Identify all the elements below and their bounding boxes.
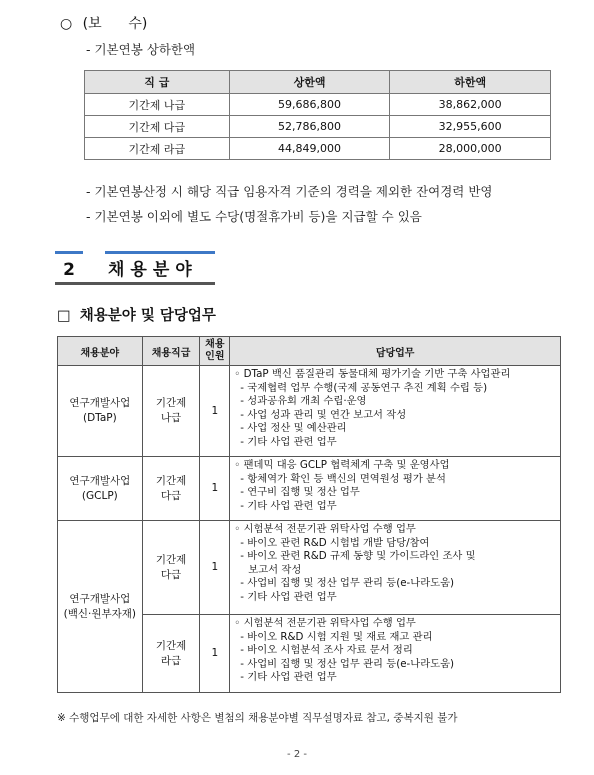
min-cell: 38,862,000 (390, 94, 551, 116)
pay-sub-label: - 기본연봉 상하한액 (86, 42, 196, 57)
col-header: 채용분야 (58, 337, 143, 366)
count-cell: 1 (200, 615, 230, 693)
section-accent-bar (105, 251, 215, 254)
col-header: 담당업무 (230, 337, 561, 366)
count-cell: 1 (200, 366, 230, 457)
field-cell: 연구개발사업 (백신·원부자재) (58, 521, 143, 693)
duty-line: - 바이오 관련 R&D 규제 동향 및 가이드라인 조사 및 (240, 550, 476, 563)
duty-line: 보고서 작성 (248, 563, 302, 576)
pay-note: - 기본연봉산정 시 해당 직급 임용자격 기준의 경력을 제외한 잔여경력 반영 (86, 184, 493, 199)
min-cell: 32,955,600 (390, 116, 551, 138)
table-row (85, 138, 551, 160)
checkbox-square-icon: □ (57, 308, 71, 324)
pay-heading (60, 13, 147, 33)
table-row (85, 94, 551, 116)
count-cell: 1 (200, 521, 230, 615)
duty-cell (230, 366, 561, 457)
col-header: 상한액 (229, 71, 390, 94)
duty-line: - 바이오 시험분석 조사 자료 문서 정리 (240, 644, 413, 657)
table-row (58, 366, 561, 457)
max-cell: 44,849,000 (229, 138, 390, 160)
duty-line: - 기타 사업 관련 업무 (240, 435, 337, 448)
table-row (58, 521, 561, 615)
job-table (57, 336, 561, 693)
max-cell: 52,786,800 (229, 116, 390, 138)
table-row (58, 457, 561, 521)
duty-line: - 국제협력 업무 수행(국제 공동연구 추진 계획 수립 등) (240, 381, 488, 394)
field-cell: 연구개발사업 (DTaP) (58, 366, 143, 457)
grade-cell: 기간제 다급 (85, 116, 230, 138)
circle-bullet-icon: ○ (60, 16, 73, 32)
field-cell: 연구개발사업 (GCLP) (58, 457, 143, 521)
duty-line: ◦ 팬데믹 대응 GCLP 협력체계 구축 및 운영사업 (234, 459, 450, 471)
duty-line: ◦ 시험분석 전문기관 위탁사업 수행 업무 (234, 617, 416, 629)
grade-cell: 기간제 다급 (142, 521, 200, 615)
duty-line: - 항체역가 확인 등 백신의 면역원성 평가 분석 (240, 472, 446, 485)
pay-note: - 기본연봉 이외에 별도 수당(명절휴가비 등)을 지급할 수 있음 (86, 209, 422, 224)
duty-line: - 기타 사업 관련 업무 (240, 499, 337, 512)
duty-line: ◦ DTaP 백신 품질관리 동물대체 평가기술 기반 구축 사업관리 (234, 368, 511, 380)
grade-cell: 기간제 나급 (142, 366, 200, 457)
col-header: 채용직급 (142, 337, 200, 366)
section-title: 채용분야 (108, 260, 198, 280)
subsection-heading (57, 304, 216, 325)
page-number: - 2 - (287, 749, 307, 760)
duty-cell (230, 615, 561, 693)
duty-line: - 기타 사업 관련 업무 (240, 590, 337, 603)
duty-line: - 기타 사업 관련 업무 (240, 671, 337, 684)
pay-heading-text: (보 수) (82, 16, 148, 32)
col-header: 하한액 (390, 71, 551, 94)
subsection-title: 채용분야 및 담당업무 (79, 308, 216, 324)
duty-line: - 사업 성과 관리 및 연간 보고서 작성 (240, 408, 407, 421)
grade-cell: 기간제 나급 (85, 94, 230, 116)
duty-line: - 사업비 집행 및 정산 업무 관리 등(e-나라도움) (240, 577, 455, 590)
duty-line: - 바이오 관련 R&D 시험법 개발 담당/참여 (240, 536, 430, 549)
min-cell: 28,000,000 (390, 138, 551, 160)
duty-cell (230, 521, 561, 615)
duty-line: - 사업비 집행 및 정산 업무 관리 등(e-나라도움) (240, 657, 455, 670)
section-accent-bar (55, 251, 83, 254)
grade-cell: 기간제 라급 (85, 138, 230, 160)
grade-cell: 기간제 라급 (142, 615, 200, 693)
duty-line: - 바이오 R&D 시험 지원 및 재료 재고 관리 (240, 630, 433, 643)
duty-line: ◦ 시험분석 전문기관 위탁사업 수행 업무 (234, 523, 416, 535)
col-header: 채용 인원 (200, 337, 230, 366)
col-header: 직 급 (85, 71, 230, 94)
section-number: 2 (63, 260, 75, 280)
duty-line: - 성과공유회 개최 수립·운영 (240, 395, 367, 408)
duty-line: - 사업 정산 및 예산관리 (240, 422, 347, 435)
duty-line: - 연구비 집행 및 정산 업무 (240, 486, 360, 499)
footnote: ※ 수행업무에 대한 자세한 사항은 별첨의 채용분야별 직무설명자료 참고, 중복지원 불가 (57, 712, 458, 724)
count-cell: 1 (200, 457, 230, 521)
grade-cell: 기간제 다급 (142, 457, 200, 521)
salary-table (84, 70, 551, 160)
max-cell: 59,686,800 (229, 94, 390, 116)
table-row (85, 116, 551, 138)
duty-cell (230, 457, 561, 521)
section-underline (55, 282, 215, 285)
